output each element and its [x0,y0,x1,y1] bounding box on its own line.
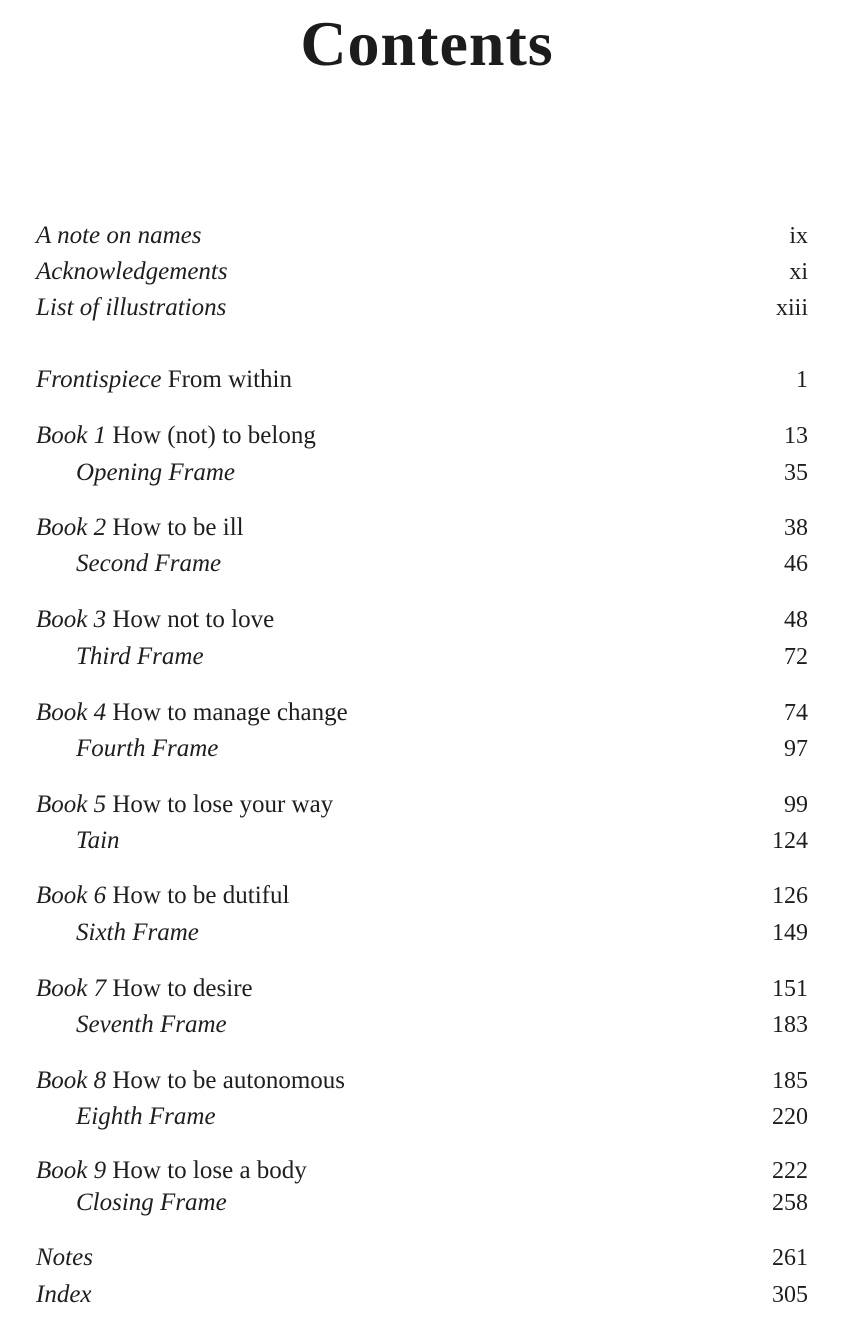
toc-entry-book-3[interactable] [36,602,808,638]
toc-entry-book-3-frame[interactable] [36,639,808,675]
toc-entry-prefix: Frontispiece [36,366,162,393]
toc-entry-label: Opening Frame [76,459,235,486]
toc-entry-prefix: Book 7 [36,975,107,1002]
toc-entry-book-7-frame[interactable] [36,1007,808,1043]
toc-page-number: 35 [784,460,808,486]
toc-entry-prefix: Book 3 [36,606,107,633]
toc-entry-label: Second Frame [76,550,222,577]
toc-page-number: 124 [772,828,808,854]
toc-page-number: 48 [784,607,808,633]
toc-page-number: 305 [772,1282,808,1308]
toc-entry-book-2[interactable] [36,510,808,546]
toc-entry-prefix: Book 2 [36,514,107,541]
toc-page-number: 261 [772,1245,808,1271]
toc-entry-book-6-frame[interactable] [36,915,808,951]
toc-entry-title: How to manage change [112,699,348,726]
toc-page-number: 149 [772,920,808,946]
toc-entry-book-8[interactable] [36,1063,808,1099]
toc-entry-label: Sixth Frame [76,919,199,946]
toc-entry-prefix: Book 1 [36,422,107,449]
toc-entry-label [36,878,289,914]
toc-entry-label [36,971,253,1007]
toc-entry-title: How not to love [112,606,275,633]
toc-entry-list-of-illustrations[interactable] [36,290,808,326]
toc-entry-label [36,362,292,398]
toc-page-number: 38 [784,515,808,541]
toc-entry-prefix: Book 6 [36,882,107,909]
toc-page-number: 97 [784,736,808,762]
toc-entry-book-9[interactable] [36,1153,808,1189]
toc-entry-label: Third Frame [76,643,204,670]
toc-entry-label: Closing Frame [76,1189,227,1216]
toc-entry-book-7[interactable] [36,971,808,1007]
toc-page-number: ix [789,223,808,249]
toc-entry-book-5-frame[interactable] [36,823,808,859]
toc-entry-label [36,787,333,823]
toc-entry-title: From within [167,366,293,393]
toc-entry-label [36,695,348,731]
toc-entry-label: Seventh Frame [76,1011,227,1038]
page-title: Contents [300,8,554,79]
toc-page-number: 126 [772,883,808,909]
toc-entry-book-8-frame[interactable] [36,1099,808,1135]
toc-entry-book-4[interactable] [36,695,808,731]
toc-entry-book-9-frame[interactable] [36,1185,808,1221]
toc-entry-book-4-frame[interactable] [36,731,808,767]
toc-entry-title: How to be ill [112,514,244,541]
toc-entry-label [36,418,316,454]
toc-entry-prefix: Book 5 [36,791,107,818]
toc-entry-label: Notes [36,1244,93,1271]
toc-entry-prefix: Book 4 [36,699,107,726]
toc-page-number: 99 [784,792,808,818]
toc-entry-notes[interactable] [36,1240,808,1276]
toc-entry-note-on-names[interactable] [36,218,808,254]
toc-entry-prefix: Book 8 [36,1067,107,1094]
toc-entry-title: How to be autonomous [112,1067,345,1094]
toc-entry-title: How (not) to belong [112,422,316,449]
toc-entry-label: Eighth Frame [76,1103,216,1130]
toc-entry-book-1-frame[interactable] [36,455,808,491]
toc-entry-title: How to desire [112,975,253,1002]
toc-page-number: 185 [772,1068,808,1094]
toc-page-number: 151 [772,976,808,1002]
toc-page-number: 220 [772,1104,808,1130]
toc-entry-label: A note on names [36,222,202,249]
toc-page-number: xi [789,259,808,285]
toc-entry-label: List of illustrations [36,294,227,321]
toc-page-number: 13 [784,423,808,449]
toc-entry-label [36,510,244,546]
toc-page-number: 46 [784,551,808,577]
toc-entry-label [36,1153,307,1189]
toc-entry-label: Index [36,1281,92,1308]
toc-entry-title: How to lose a body [112,1157,307,1184]
toc-page-number: 72 [784,644,808,670]
toc-entry-book-2-frame[interactable] [36,546,808,582]
toc-entry-book-1[interactable] [36,418,808,454]
toc-page-number: 74 [784,700,808,726]
toc-entry-index[interactable] [36,1277,808,1313]
toc-entry-label: Tain [76,827,120,854]
toc-entry-acknowledgements[interactable] [36,254,808,290]
toc-page-number: 1 [796,367,808,393]
toc-entry-label: Acknowledgements [36,258,228,285]
toc-entry-book-5[interactable] [36,787,808,823]
toc-page-number: 258 [772,1190,808,1216]
toc-entry-title: How to lose your way [112,791,334,818]
toc-page-number: 222 [772,1158,808,1184]
toc-entry-title: How to be dutiful [112,882,290,909]
toc-entry-prefix: Book 9 [36,1157,107,1184]
toc-entry-label [36,1063,345,1099]
toc-page-number: xiii [775,295,808,321]
toc-entry-book-6[interactable] [36,878,808,914]
toc-page-number: 183 [772,1012,808,1038]
toc-entry-frontispiece[interactable] [36,362,808,398]
toc-entry-label: Fourth Frame [76,735,219,762]
toc-entry-label [36,602,274,638]
